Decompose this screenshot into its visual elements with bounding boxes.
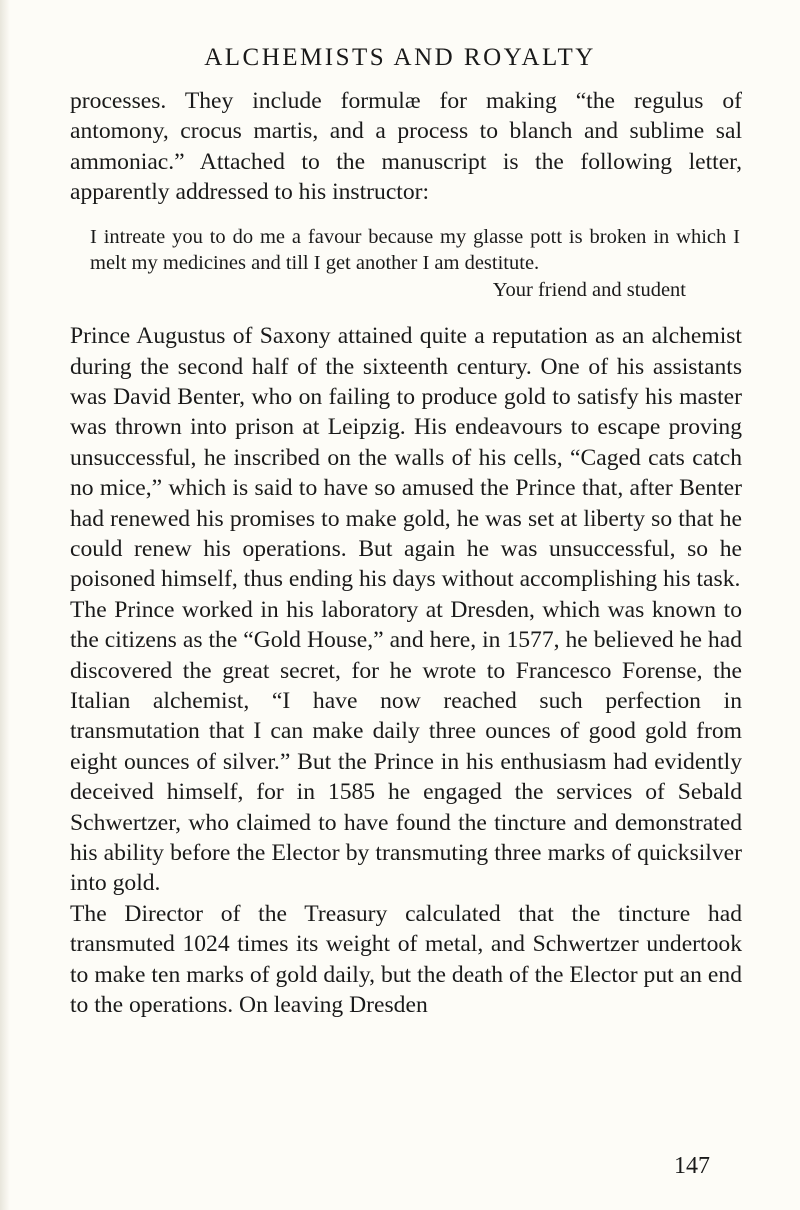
opening-paragraph: processes. They include formulæ for making “the regulus of antomony, crocus martis, and a process to blanch and sublime sal ammoniac.” Attached to the manuscript is the following letter, apparently addressed to his instructor: <box>70 88 742 206</box>
paragraph-prince-augustus: Prince Augustus of Saxony attained quite a reputation as an alchemist during the second half of the sixteenth century. One of his assistants was David Benter, who on failing to produce gold to satisfy his master was thrown into prison at Leipzig. His endeavours to escape proving unsuccessful, he inscribed on the walls of his cells, “Caged cats catch no mice,” which is said to have so amused the Prince that, after Benter had renewed his promises to make gold, he was set at liberty so that he could renew his operations. But again he was unsuccessful, so he poisoned himself, thus ending his days without accomplishing his task. <box>70 323 742 593</box>
page-edge-shadow <box>0 0 10 1210</box>
page-body <box>70 86 742 1020</box>
page-number: 147 <box>674 1153 710 1179</box>
letter-body: I intreate you to do me a favour because my glasse pott is broken in which I melt my medicines and till I get another I am destitute. <box>90 225 740 275</box>
running-head: ALCHEMISTS AND ROYALTY <box>204 44 596 71</box>
letter-quote <box>70 224 742 304</box>
paragraph-director-treasury: The Director of the Treasury calculated that the tincture had transmuted 1024 times its weight of metal, and Schwertzer undertook to make ten marks of gold daily, but the death of the Elector put an end to the operations. On leaving Dresden <box>70 900 742 1019</box>
paragraph-gold-house: The Prince worked in his laboratory at Dresden, which was known to the citizens as the “Gold House,” and here, in 1577, he believed he had discovered the great secret, for he wrote to Francesco Forense, the Italian alchemist, “I have now reached such perfection in transmutation that I can make daily three ounces of good gold from eight ounces of silver.” But the Prince in his enthusiasm had evidently deceived himself, for in 1585 he engaged the services of Sebald Schwertzer, who claimed to have found the tincture and demonstrated his ability before the Elector by transmuting three marks of quicksilver into gold. <box>70 596 742 897</box>
letter-signature: Your friend and student <box>492 278 686 301</box>
